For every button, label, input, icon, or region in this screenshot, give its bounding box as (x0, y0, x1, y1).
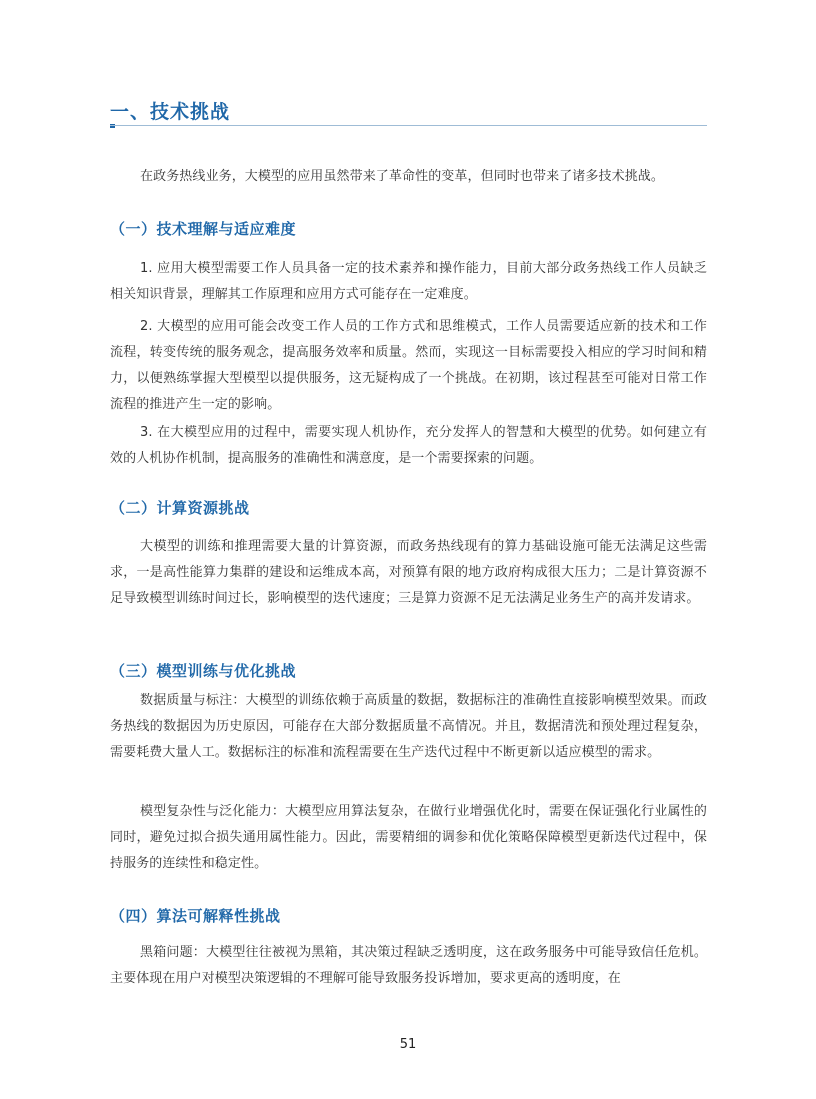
paragraph-1-3: 3. 在大模型应用的过程中，需要实现人机协作，充分发挥人的智慧和大模型的优势。如何建立有效的人机协作机制，提高服务的准确性和满意度，是一个需要探索的问题。 (110, 425, 707, 466)
subsection-title-4: （四）算法可解释性挑战 (110, 907, 281, 925)
section-title: 一、技术挑战 (110, 101, 231, 123)
subsection-title-2: （二）计算资源挑战 (110, 499, 250, 517)
paragraph-1-1: 1. 应用大模型需要工作人员具备一定的技术素养和操作能力，目前大部分政务热线工作人员缺乏相关知识背景，理解其工作原理和应用方式可能存在一定难度。 (110, 261, 707, 302)
paragraph-3-1: 数据质量与标注：大模型的训练依赖于高质量的数据，数据标注的准确性直接影响模型效果。而政务热线的数据因为历史原因，可能存在大部分数据质量不高情况。并且，数据清洗和预处理过程复杂，需要耗费大量人工。数据标注的标准和流程需要在生产迭代过程中不断更新以适应模型的需求。 (110, 693, 707, 760)
paragraph-2-1: 大模型的训练和推理需要大量的计算资源，而政务热线现有的算力基础设施可能无法满足这些需求，一是高性能算力集群的建设和运维成本高，对预算有限的地方政府构成很大压力；二是计算资源不足导致模型训练时间过长，影响模型的迭代速度；三是算力资源不足无法满足业务生产的高并发请求。 (110, 539, 707, 606)
paragraph-3-2: 模型复杂性与泛化能力：大模型应用算法复杂，在做行业增强优化时，需要在保证强化行业属性的同时，避免过拟合损失通用属性能力。因此，需要精细的调参和优化策略保障模型更新迭代过程中，保持服务的连续性和稳定性。 (110, 804, 707, 871)
intro-paragraph: 在政务热线业务，大模型的应用虽然带来了革命性的变革，但同时也带来了诸多技术挑战。 (140, 169, 665, 184)
subsection-title-3: （三）模型训练与优化挑战 (110, 662, 297, 680)
page-number: 51 (399, 1037, 417, 1052)
paragraph-4-1: 黑箱问题：大模型往往被视为黑箱，其决策过程缺乏透明度，这在政务服务中可能导致信任危机。主要体现在用户对模型决策逻辑的不理解可能导致服务投诉增加，要求更高的透明度，在 (110, 945, 707, 986)
section-title-rule (110, 125, 707, 126)
paragraph-1-2: 2. 大模型的应用可能会改变工作人员的工作方式和思维模式，工作人员需要适应新的技术和工作流程，转变传统的服务观念，提高服务效率和质量。然而，实现这一目标需要投入相应的学习时间和精力，以便熟练掌握大型模型以提供服务，这无疑构成了一个挑战。在初期，该过程甚至可能对日常工作流程的推进产生一定的影响。 (110, 319, 707, 412)
subsection-title-1: （一）技术理解与适应难度 (110, 220, 297, 238)
